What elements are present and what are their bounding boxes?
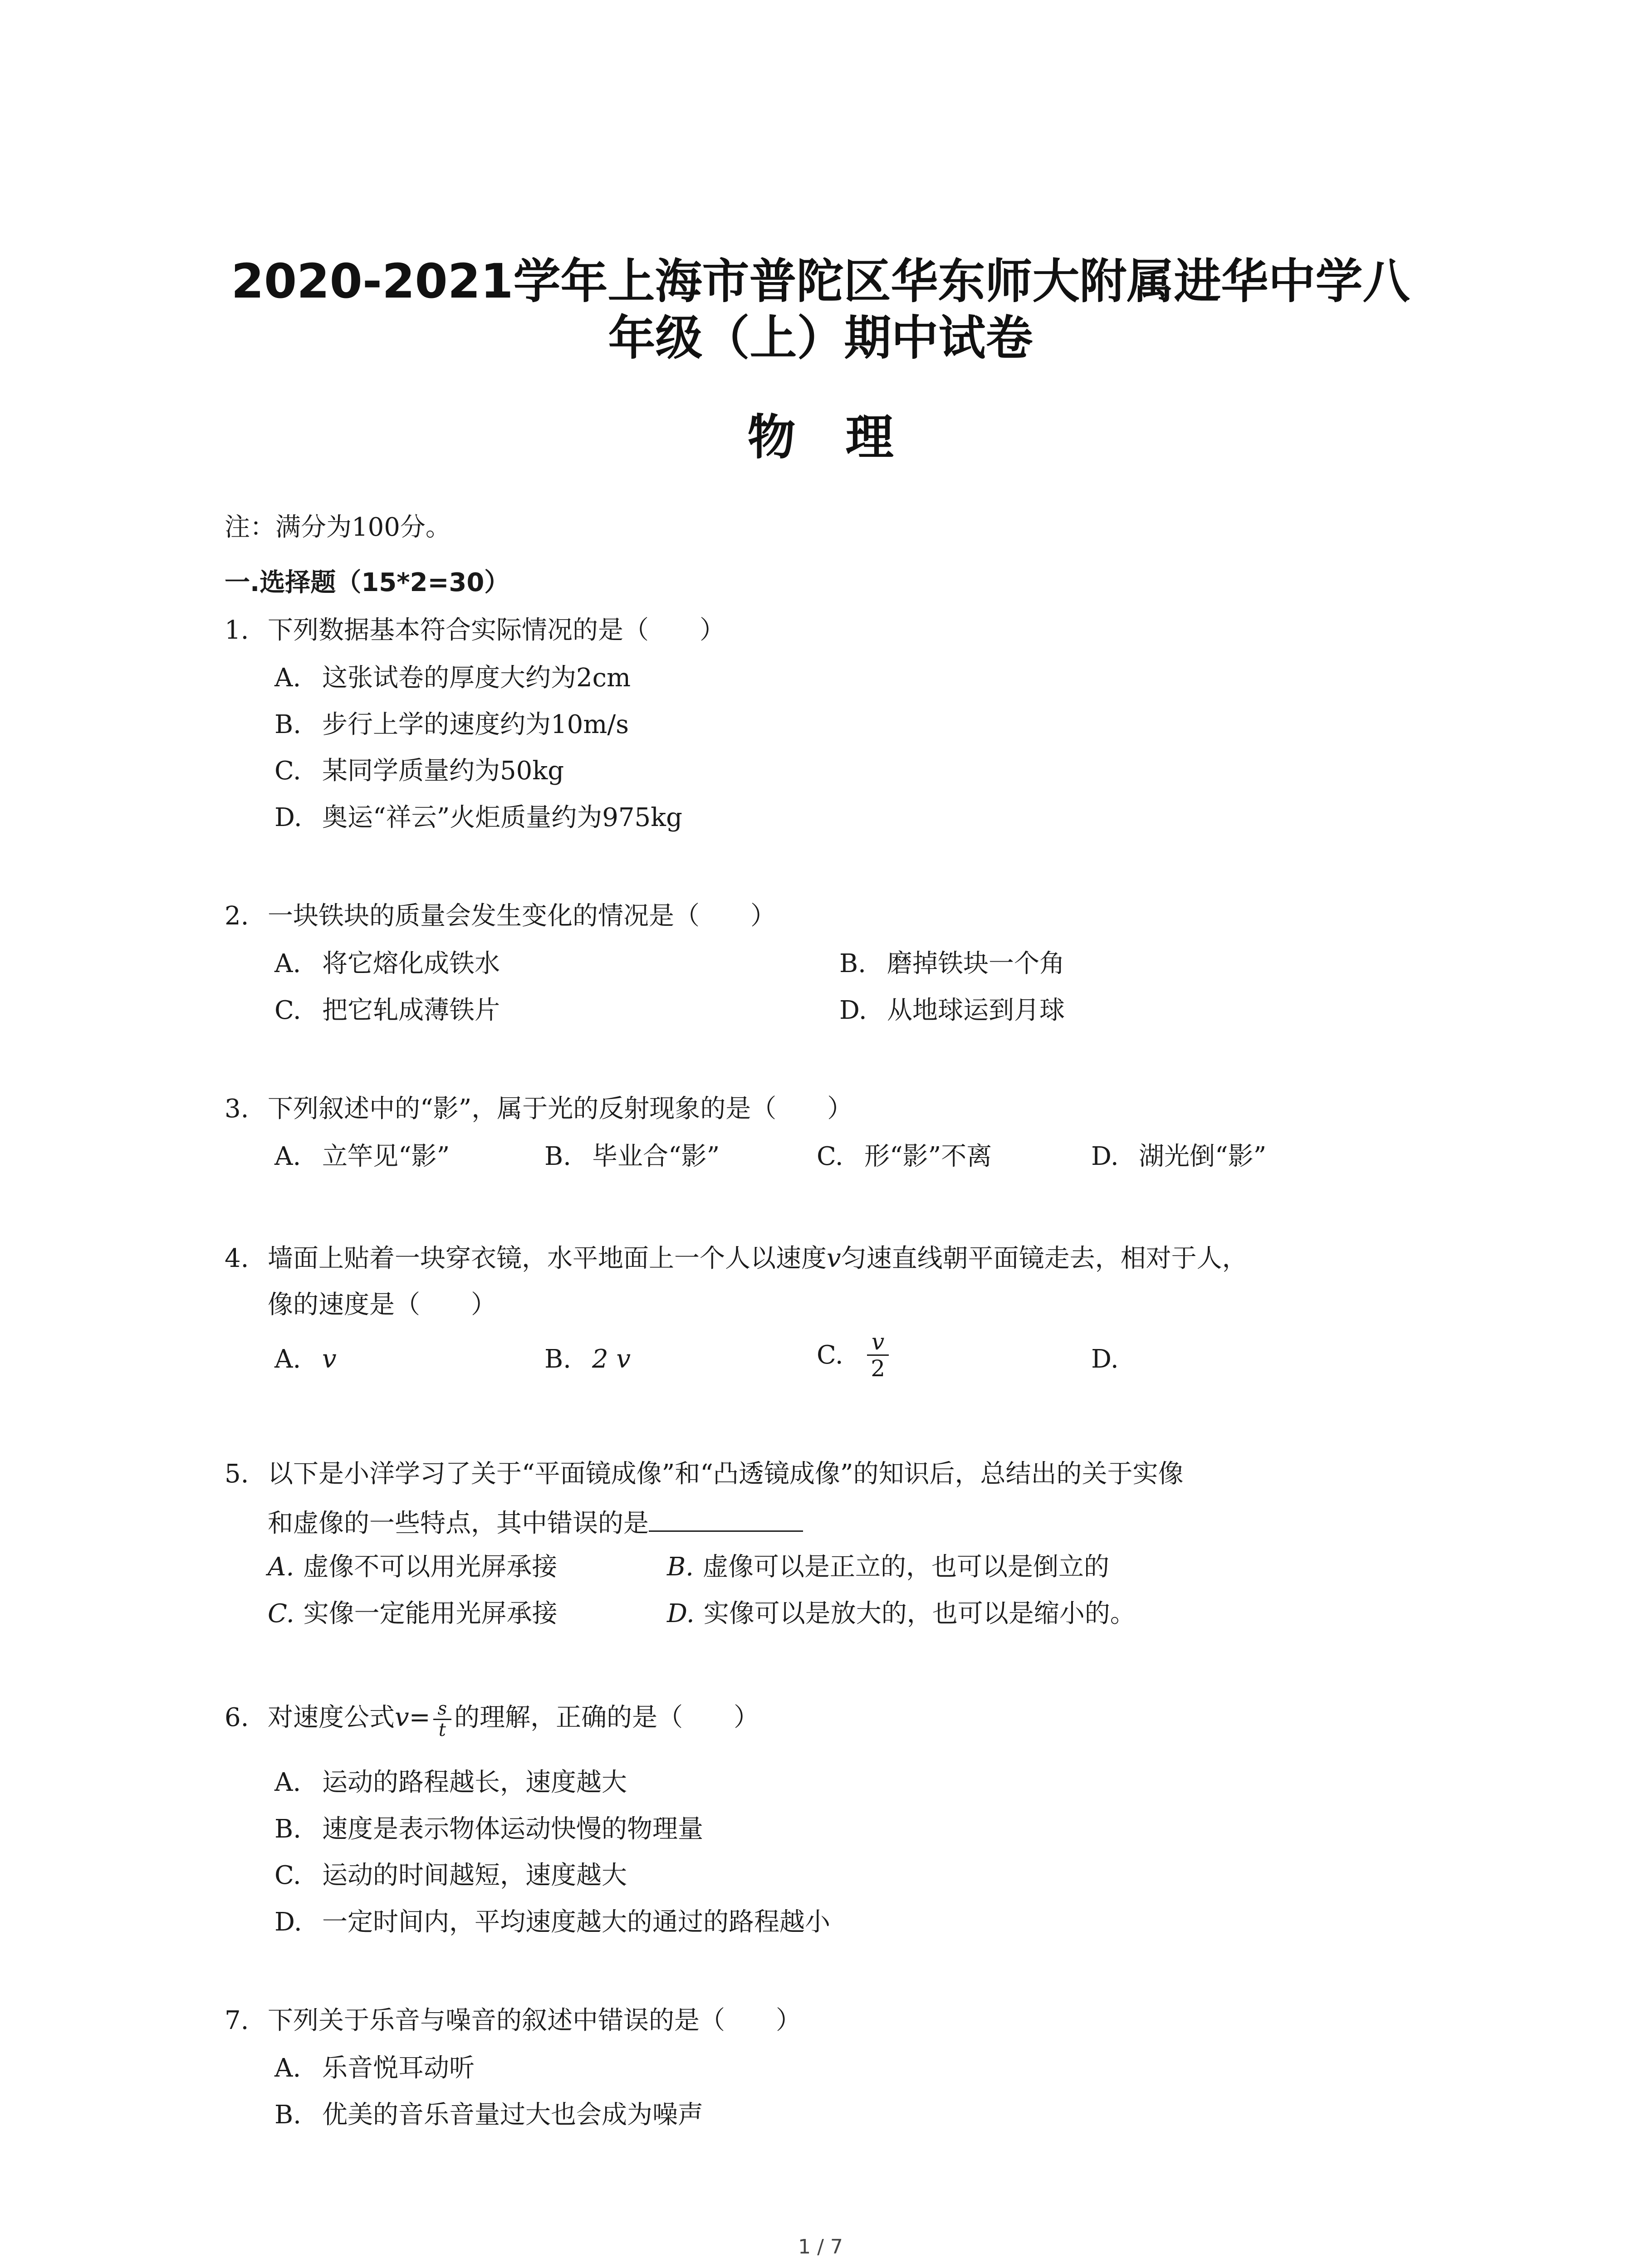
question-6 (225, 1699, 759, 1740)
q1-option-a[interactable] (274, 662, 631, 694)
question-text-part1: 对速度公式 (268, 1703, 395, 1732)
question-4 (225, 1243, 1248, 1275)
option-text: 毕业合“影” (592, 1142, 720, 1171)
q6-option-d[interactable] (274, 1906, 830, 1938)
option-label: A. (274, 949, 301, 978)
q5-option-b[interactable] (667, 1551, 1109, 1583)
subject-title: 物理 (747, 410, 944, 465)
option-label: D. (274, 803, 302, 832)
option-label: C. (268, 1599, 294, 1628)
option-text: 从地球运到月球 (887, 996, 1065, 1025)
q3-option-c[interactable] (817, 1141, 992, 1173)
option-text: 速度是表示物体运动快慢的物理量 (322, 1814, 703, 1844)
option-label: D. (1091, 1344, 1119, 1374)
option-text: 湖光倒“影” (1139, 1142, 1267, 1171)
q4-option-c[interactable] (817, 1329, 892, 1381)
option-label: A. (268, 1552, 294, 1582)
option-text: 运动的路程越长，速度越大 (322, 1768, 627, 1797)
option-label: D. (667, 1599, 695, 1628)
option-label: C. (274, 996, 301, 1025)
q2-option-d[interactable] (839, 995, 1065, 1026)
q4-option-a[interactable] (274, 1344, 337, 1375)
exam-title-line2: 年级（上）期中试卷 (608, 310, 1033, 366)
option-label: B. (544, 1142, 571, 1171)
question-text: 下列数据基本符合实际情况的是（ ） (268, 616, 725, 645)
question-4-line2: 像的速度是（ ） (268, 1290, 496, 1320)
q6-option-c[interactable] (274, 1860, 627, 1892)
question-7 (225, 2005, 801, 2037)
q7-option-b[interactable] (274, 2099, 703, 2131)
fraction-denominator: 2 (871, 1355, 886, 1382)
question-5 (225, 1458, 1184, 1490)
section-heading: 一.选择题（15*2=30） (225, 568, 510, 597)
q1-option-b[interactable] (274, 709, 629, 741)
question-3 (225, 1093, 852, 1125)
option-label: C. (274, 1861, 301, 1890)
q2-option-c[interactable] (274, 995, 500, 1026)
question-text: 下列关于乐音与噪音的叙述中错误的是（ ） (268, 2006, 801, 2035)
option-text: 虚像可以是正立的，也可以是倒立的 (702, 1552, 1109, 1582)
option-label: B. (274, 2100, 301, 2130)
question-text-part1: 墙面上贴着一块穿衣镜，水平地面上一个人以速度 (268, 1244, 827, 1273)
option-label: A. (274, 663, 301, 693)
option-text: 将它熔化成铁水 (322, 949, 500, 978)
option-label: D. (274, 1907, 302, 1937)
option-text: 虚像不可以用光屏承接 (303, 1552, 558, 1582)
question-number: 4. (225, 1244, 249, 1273)
option-label: A. (274, 1344, 301, 1374)
option-text: 某同学质量约为50kg (322, 756, 564, 786)
option-label: B. (274, 710, 301, 739)
exam-title-line1: 2020-2021学年上海市普陀区华东师大附属进华中学八 (231, 254, 1410, 309)
q4-option-d[interactable] (1091, 1344, 1139, 1375)
score-note: 注：满分为100分。 (225, 513, 451, 542)
question-number: 1. (225, 616, 249, 645)
question-2 (225, 900, 776, 932)
question-number: 2. (225, 901, 249, 931)
question-1 (225, 615, 725, 646)
option-label: C. (817, 1142, 843, 1171)
question-number: 3. (225, 1094, 249, 1124)
q4-option-b[interactable] (544, 1344, 631, 1375)
q5-option-c[interactable] (268, 1598, 558, 1630)
question-5-line2 (268, 1505, 803, 1540)
option-label: B. (839, 949, 866, 978)
option-text: 形“影”不离 (864, 1142, 992, 1171)
question-number: 5. (225, 1459, 249, 1489)
q3-option-a[interactable] (274, 1141, 450, 1173)
q1-option-c[interactable] (274, 755, 564, 787)
option-text: 一定时间内，平均速度越大的通过的路程越小 (322, 1907, 830, 1937)
option-label: D. (839, 996, 867, 1025)
fraction-numerator: s (433, 1699, 452, 1720)
question-text: 一块铁块的质量会发生变化的情况是（ ） (268, 901, 776, 931)
fraction (867, 1329, 889, 1381)
variable-v: v (827, 1244, 841, 1273)
q6-option-a[interactable] (274, 1767, 627, 1799)
question-number: 6. (225, 1703, 249, 1732)
option-text: 乐音悦耳动听 (322, 2053, 475, 2083)
q2-option-a[interactable] (274, 948, 500, 980)
option-text: 把它轧成薄铁片 (322, 996, 500, 1025)
option-label: C. (274, 756, 301, 786)
option-label: A. (274, 1142, 301, 1171)
option-text: 优美的音乐音量过大也会成为噪声 (322, 2100, 703, 2130)
question-text: 以下是小洋学习了关于“平面镜成像”和“凸透镜成像”的知识后，总结出的关于实像 (268, 1459, 1184, 1489)
q6-option-b[interactable] (274, 1813, 703, 1845)
option-text: 运动的时间越短，速度越大 (322, 1861, 627, 1890)
question-text-part2: 的理解，正确的是（ ） (454, 1703, 759, 1732)
option-text: 立竿见“影” (322, 1142, 450, 1171)
answer-blank[interactable] (649, 1505, 803, 1532)
option-text: 2 v (592, 1344, 631, 1374)
option-text: 实像可以是放大的，也可以是缩小的。 (703, 1599, 1136, 1628)
option-label: C. (817, 1340, 843, 1370)
q7-option-a[interactable] (274, 2053, 475, 2084)
q3-option-b[interactable] (544, 1141, 720, 1173)
q3-option-d[interactable] (1091, 1141, 1266, 1173)
option-label: B. (667, 1552, 694, 1582)
option-text: v (322, 1344, 337, 1374)
page-number: 1 / 7 (798, 2235, 843, 2258)
formula-lhs: v= (395, 1703, 431, 1732)
question-number: 7. (225, 2006, 249, 2035)
fraction-numerator: v (867, 1329, 889, 1356)
question-text-part2: 匀速直线朝平面镜走去，相对于人， (841, 1244, 1248, 1273)
q5-option-d[interactable] (667, 1598, 1136, 1630)
q5-option-a[interactable] (268, 1551, 557, 1583)
option-label: A. (274, 1768, 301, 1797)
formula-fraction (433, 1699, 452, 1740)
option-text: 这张试卷的厚度大约为2cm (322, 663, 631, 693)
q2-option-b[interactable] (839, 948, 1065, 980)
option-text: 磨掉铁块一个角 (887, 949, 1065, 978)
option-text: 奥运“祥云”火炬质量约为975kg (322, 803, 682, 832)
q1-option-d[interactable] (274, 802, 682, 834)
option-text: 实像一定能用光屏承接 (303, 1599, 558, 1628)
option-label: B. (544, 1344, 571, 1374)
option-label: A. (274, 2053, 301, 2083)
fraction-denominator: t (438, 1720, 446, 1740)
question-text: 下列叙述中的“影”，属于光的反射现象的是（ ） (268, 1094, 853, 1124)
option-text: 步行上学的速度约为10m/s (322, 710, 629, 739)
question-text-line2: 和虚像的一些特点，其中错误的是 (268, 1509, 649, 1538)
option-label: B. (274, 1814, 301, 1844)
option-label: D. (1091, 1142, 1119, 1171)
